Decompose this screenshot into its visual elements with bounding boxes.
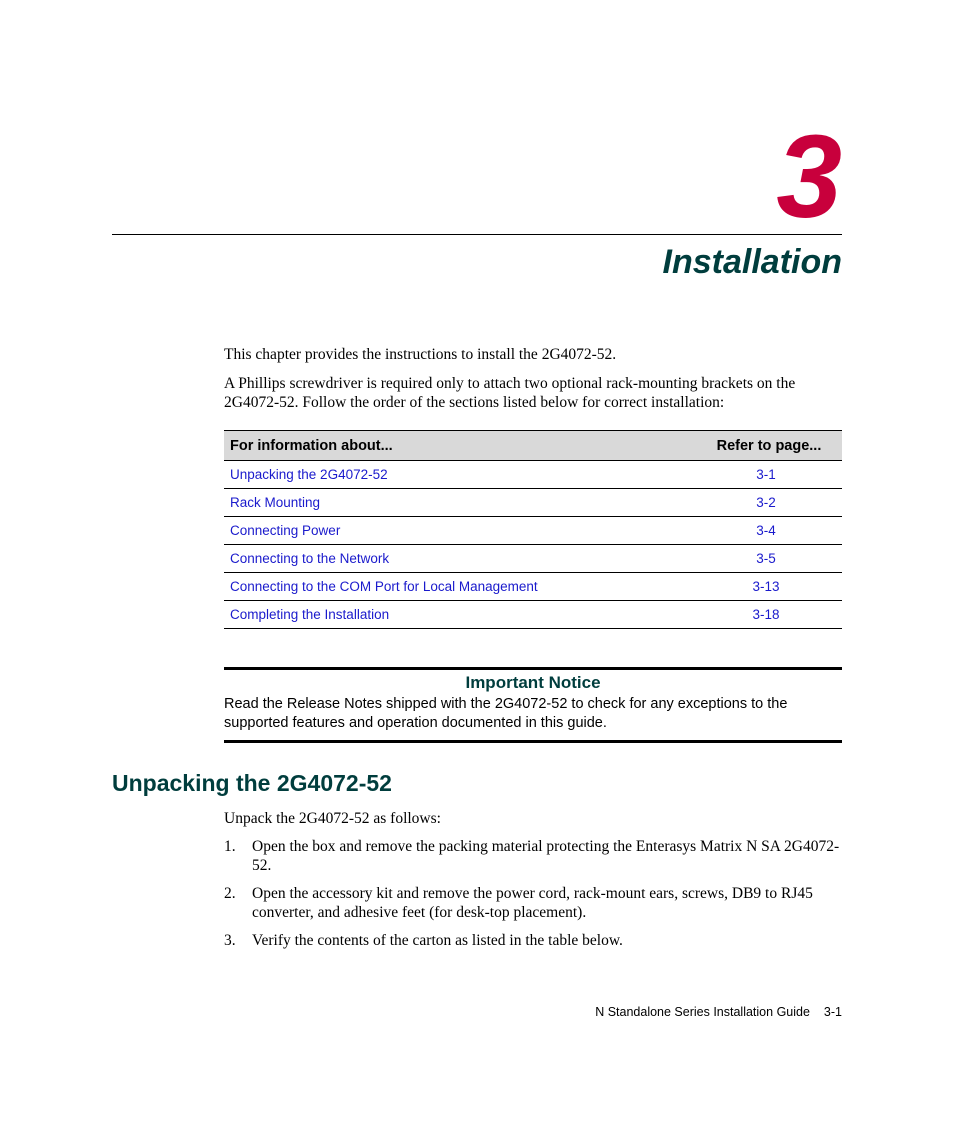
notice-bottom-rule — [224, 740, 842, 743]
list-item — [224, 931, 844, 950]
list-item — [224, 884, 844, 922]
step-text: Open the accessory kit and remove the power cord, rack-mount ears, screws, DB9 to RJ45 converter, and adhesive feet (for desk-top placement). — [252, 885, 813, 921]
link-unpacking[interactable]: Unpacking the 2G4072-52 — [230, 467, 388, 482]
chapter-divider — [112, 234, 842, 235]
section-intro: Unpack the 2G4072-52 as follows: — [224, 810, 441, 827]
notice-top-rule — [224, 667, 842, 670]
table-header-row — [224, 431, 842, 461]
notice-title: Important Notice — [465, 673, 601, 692]
table-row — [224, 461, 842, 489]
chapter-number: 3 — [776, 111, 842, 243]
step-text: Open the box and remove the packing material protecting the Enterasys Matrix N SA 2G4072-52. — [252, 838, 840, 874]
notice-text: Read the Release Notes shipped with the 2G4072-52 to check for any exceptions to the supported features and operation documented in this guide. — [224, 696, 788, 731]
step-number: 1. — [224, 838, 236, 855]
link-page-rack-mounting[interactable]: 3-2 — [756, 495, 776, 510]
step-text: Verify the contents of the carton as listed in the table below. — [252, 932, 623, 949]
table-row — [224, 517, 842, 545]
section-reference-table — [224, 430, 842, 629]
table-row — [224, 573, 842, 601]
link-page-connecting-power[interactable]: 3-4 — [756, 523, 776, 538]
intro-paragraph-2: A Phillips screwdriver is required only to attach two optional rack-mounting brackets on the 2G4072-52. Follow the order of the sections listed below for correct installation: — [224, 375, 796, 411]
link-page-connecting-network[interactable]: 3-5 — [756, 551, 776, 566]
footer-guide-title: N Standalone Series Installation Guide — [595, 1005, 810, 1019]
link-rack-mounting[interactable]: Rack Mounting — [230, 495, 321, 510]
link-connecting-network[interactable]: Connecting to the Network — [230, 551, 390, 566]
list-item — [224, 837, 844, 875]
table-row — [224, 601, 842, 629]
footer-page-number: 3-1 — [823, 1005, 842, 1019]
table-row — [224, 545, 842, 573]
table-header-page: Refer to page... — [690, 431, 842, 461]
table-header-topic: For information about... — [224, 431, 690, 461]
chapter-title: Installation — [662, 243, 842, 281]
table-row — [224, 489, 842, 517]
link-page-com-port[interactable]: 3-13 — [752, 579, 780, 594]
intro-paragraph-1: This chapter provides the instructions to install the 2G4072-52. — [224, 346, 617, 363]
step-number: 2. — [224, 885, 236, 902]
link-connecting-power[interactable]: Connecting Power — [230, 523, 341, 538]
page-footer — [595, 1005, 842, 1019]
link-page-unpacking[interactable]: 3-1 — [756, 467, 776, 482]
link-com-port[interactable]: Connecting to the COM Port for Local Management — [230, 579, 538, 594]
link-page-completing-installation[interactable]: 3-18 — [752, 607, 780, 622]
section-heading: Unpacking the 2G4072-52 — [112, 770, 392, 796]
link-completing-installation[interactable]: Completing the Installation — [230, 607, 390, 622]
step-number: 3. — [224, 932, 236, 949]
